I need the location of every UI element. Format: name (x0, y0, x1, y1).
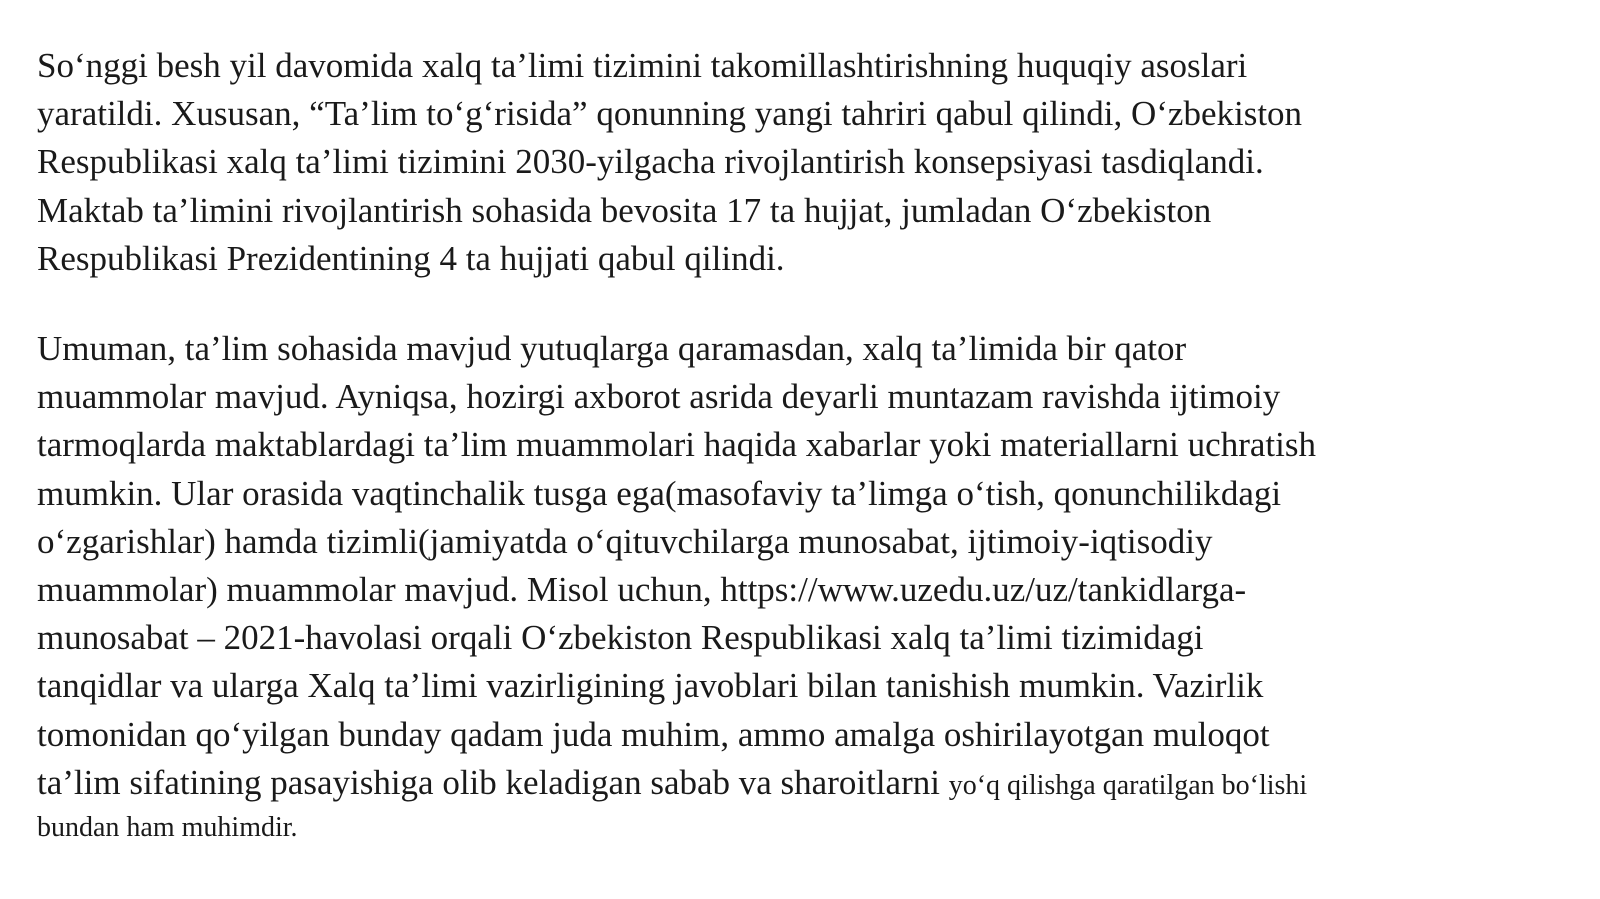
text-line: tomonidan qo‘yilgan bunday qadam juda muhim, ammo amalga oshirilayotgan muloqot (37, 714, 1270, 754)
document-page (37, 42, 1577, 846)
text-line: Umuman, ta’lim sohasida mavjud yutuqlarga qaramasdan, xalq ta’limida bir qator (37, 329, 1187, 369)
text-line: Respublikasi Prezidentining 4 ta hujjati qabul qilindi. (37, 238, 785, 278)
text-line: muammolar) muammolar mavjud. Misol uchun, https://www.uzedu.uz/uz/tankidlarga- (37, 570, 1247, 610)
text-line-mixed-size (37, 759, 1577, 810)
text-line: tanqidlar va ularga Xalq ta’limi vazirligining javoblari bilan tanishish mumkin. Vazirlik (37, 666, 1264, 706)
text-line: Respublikasi xalq ta’limi tizimini 2030-yilgacha rivojlantirish konsepsiyasi tasdiqlandi. (37, 142, 1264, 182)
text-line: mumkin. Ular orasida vaqtinchalik tusga ega(masofaviy ta’limga o‘tish, qonunchilikdagi (37, 473, 1282, 513)
paragraph-legal-reforms (37, 42, 1577, 283)
text-line: tarmoqlarda maktablardagi ta’lim muammolari haqida xabarlar yoki materiallarni uchratish (37, 425, 1316, 465)
text-line: o‘zgarishlar) hamda tizimli(jamiyatda o‘qituvchilarga munosabat, ijtimoiy-iqtisodiy (37, 521, 1213, 561)
text-line: So‘nggi besh yil davomida xalq ta’limi tizimini takomillashtirishning huquqiy asoslari (37, 46, 1248, 85)
paragraph-education-problems (37, 325, 1577, 846)
text-run-small: yo‘q qilishga qaratilgan bo‘lishi (948, 769, 1308, 801)
text-line: muammolar mavjud. Ayniqsa, hozirgi axborot asrida deyarli muntazam ravishda ijtimoiy (37, 377, 1281, 417)
text-line: yaratildi. Xususan, “Ta’lim to‘g‘risida” qonunning yangi tahriri qabul qilindi, O‘zbekiston (37, 94, 1303, 134)
text-line-small: bundan ham muhimdir. (37, 812, 298, 844)
text-line: munosabat – 2021-havolasi orqali O‘zbekiston Respublikasi xalq ta’limi tizimidagi (37, 618, 1204, 658)
text-run-large: ta’lim sifatining pasayishiga olib keladigan sabab va sharoitlarni (37, 762, 949, 802)
text-line: Maktab ta’limini rivojlantirish sohasida bevosita 17 ta hujjat, jumladan O‘zbekiston (37, 190, 1212, 230)
